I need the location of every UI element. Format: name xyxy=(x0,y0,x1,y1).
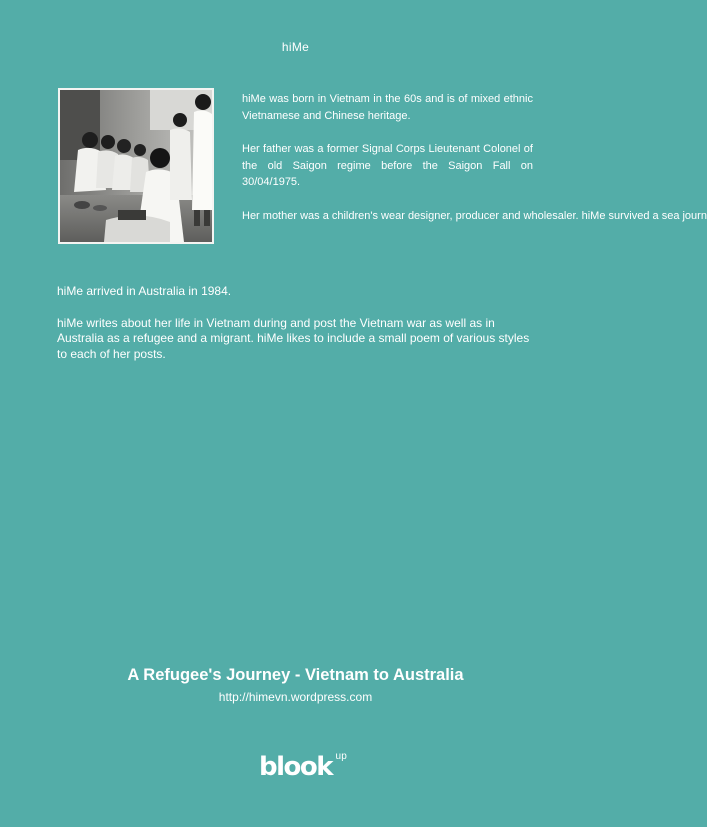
blookup-logo xyxy=(258,751,348,782)
logo-wordmark: blook xyxy=(258,752,333,782)
book-url[interactable]: http://himevn.wordpress.com xyxy=(218,690,373,704)
bio-paragraph-father: Her father was a former Signal Corps Lieutenant Colonel of the old Saigon regime before the Saigon Fall on 30/04/1975. xyxy=(242,143,533,188)
logo-superscript: up xyxy=(335,751,348,762)
body-paragraph-arrival: hiMe arrived in Australia in 1984. xyxy=(57,284,232,298)
bio-paragraph-birth: hiMe was born in Vietnam in the 60s and is of mixed ethnic Vietnamese and Chinese heritage. xyxy=(242,93,533,122)
body-paragraph-writing: hiMe writes about her life in Vietnam during and post the Vietnam war as well as in Australia as a refugee and a migrant. hiMe likes to include a small poem of various styles to each of her posts. xyxy=(57,315,530,361)
publisher-logo xyxy=(0,752,591,782)
bio-paragraph-mother: Her mother was a children's wear designer, producer and wholesaler. hiMe survived a sea journ xyxy=(242,209,707,222)
photo-illustration xyxy=(60,90,212,242)
bio-text xyxy=(242,91,707,241)
author-name: hiMe xyxy=(281,40,310,54)
book-title: A Refugee's Journey - Vietnam to Australia xyxy=(127,666,464,684)
author-photo xyxy=(58,88,214,244)
main-text xyxy=(57,284,534,378)
